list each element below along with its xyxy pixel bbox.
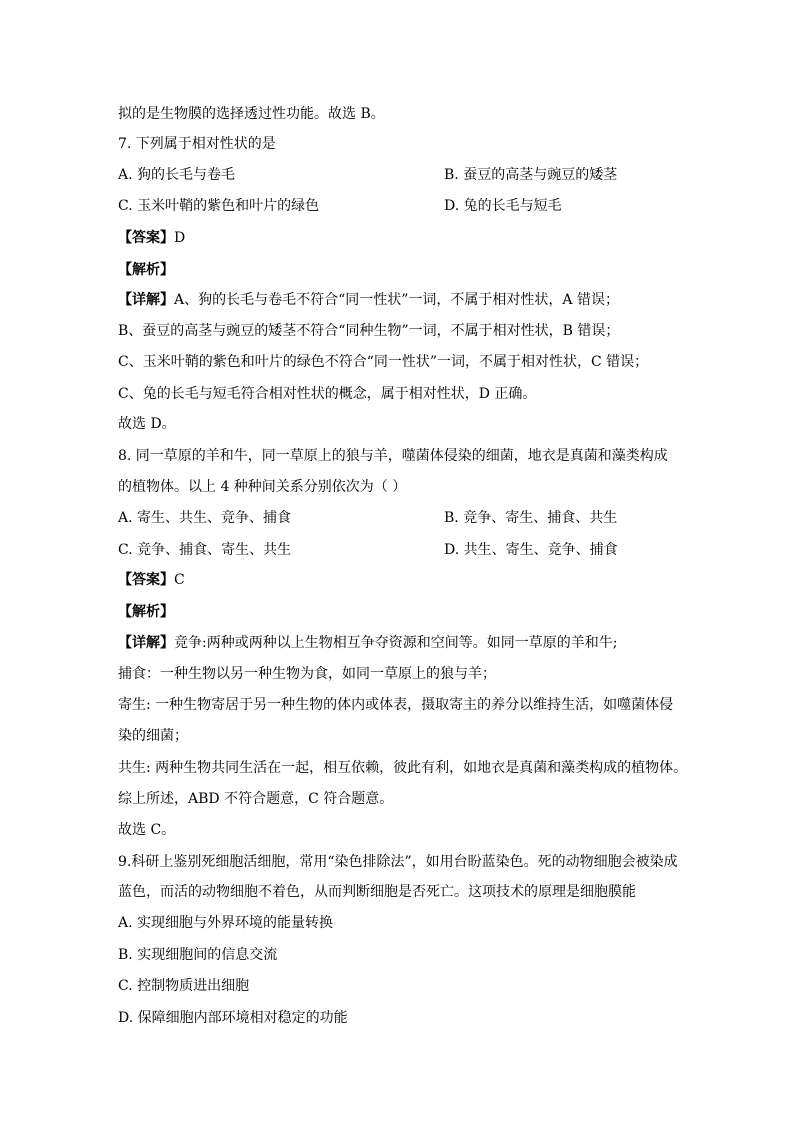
question-8-option-d: D. 共生、寄生、竞争、捕食 [444, 542, 618, 558]
answer-value: C [174, 572, 185, 588]
detail-line: B、蚕豆的高茎与豌豆的矮茎不符合“同种生物”一词，不属于相对性状，B 错误； [118, 323, 620, 339]
question-8-stem: 8. 同一草原的羊和牛，同一草原上的狼与羊，噬菌体侵染的细菌，地衣是真菌和藻类构成 [118, 448, 668, 464]
question-9-option-c: C. 控制物质进出细胞 [118, 978, 250, 994]
question-9-stem: 9.科研上鉴别死细胞活细胞，常用“染色排除法”，如用台盼蓝染色。死的动物细胞会被染成 [118, 854, 678, 870]
question-7-option-a: A. 狗的长毛与卷毛 [118, 167, 236, 183]
question-7-option-c: C. 玉米叶鞘的紫色和叶片的绿色 [118, 198, 320, 214]
analysis-heading: 【解析】 [118, 604, 174, 620]
question-9-option-d: D. 保障细胞内部环境相对稳定的功能 [118, 1010, 348, 1026]
question-7-answer [118, 228, 185, 248]
question-8-option-c: C. 竞争、捕食、寄生、共生 [118, 542, 292, 558]
question-9-option-a: A. 实现细胞与外界环境的能量转换 [118, 915, 334, 931]
conclusion-line: 故选 C。 [118, 822, 176, 838]
detail-line: 综上所述，ABD 不符合题意，C 符合题意。 [118, 791, 394, 807]
analysis-heading: 【解析】 [118, 262, 174, 278]
question-8-option-b: B. 竞争、寄生、捕食、共生 [444, 510, 618, 526]
detail-line [118, 633, 617, 653]
answer-tag: 【答案】 [118, 230, 174, 246]
text-line: 拟的是生物膜的选择透过性功能。故选 B。 [118, 106, 385, 122]
answer-tag: 【答案】 [118, 572, 174, 588]
question-9-stem: 蓝色，而活的动物细胞不着色，从而判断细胞是否死亡。这项技术的原理是细胞膜能 [118, 884, 636, 900]
question-8-answer [118, 570, 185, 590]
detail-line: C、兔的长毛与短毛符合相对性状的概念，属于相对性状，D 正确。 [118, 386, 537, 402]
detail-line: 染的细菌； [118, 728, 188, 744]
question-9-option-b: B. 实现细胞间的信息交流 [118, 947, 278, 963]
question-7-option-d: D. 兔的长毛与短毛 [444, 198, 562, 214]
question-8-option-a: A. 寄生、共生、竞争、捕食 [118, 510, 292, 526]
answer-value: D [174, 230, 186, 246]
question-8-stem: 的植物体。以上 4 种种间关系分别依次为（ ） [118, 479, 407, 495]
detail-line: 捕食：一种生物以另一种生物为食，如同一草原上的狼与羊； [118, 666, 496, 682]
detail-tag: 【详解】 [118, 635, 174, 651]
detail-line [118, 290, 619, 310]
detail-line: 寄生: 一种生物寄居于另一种生物的体内或体表，摄取寄主的养分以维持生活，如噬菌体侵 [118, 697, 674, 713]
detail-text: A、狗的长毛与卷毛不符合“同一性状”一词，不属于相对性状，A 错误； [174, 292, 619, 308]
conclusion-line: 故选 D。 [118, 416, 176, 432]
detail-line: 共生: 两种生物共同生活在一起，相互依赖，彼此有利，如地衣是真菌和藻类构成的植物体。 [118, 760, 688, 776]
detail-line: C、玉米叶鞘的紫色和叶片的绿色不符合“同一性状”一词，不属于相对性状，C 错误； [118, 354, 649, 370]
question-7-stem: 7. 下列属于相对性状的是 [118, 136, 276, 152]
detail-text: 竞争:两种或两种以上生物相互争夺资源和空间等。如同一草原的羊和牛; [174, 635, 618, 651]
detail-tag: 【详解】 [118, 292, 174, 308]
question-7-option-b: B. 蚕豆的高茎与豌豆的矮茎 [444, 167, 618, 183]
